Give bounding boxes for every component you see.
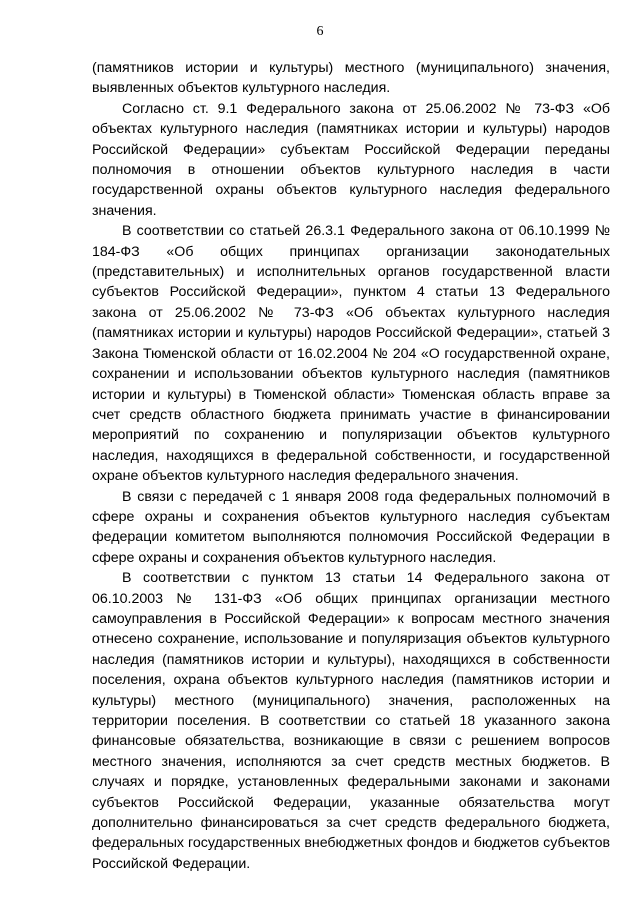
body-paragraph: Согласно ст. 9.1 Федерального закона от 25.06.2002 № 73-ФЗ «Об объектах культурного наследия (памятниках истории и культуры) народов Российской Федерации» субъектам Российской Федерации переданы полномочия в отношении объектов культурного наследия в части государственной охраны объектов культурного наследия федерального значения. [92,100,610,219]
page-number: 6 [316,24,324,39]
body-paragraph: (памятников истории и культуры) местного (муниципального) значения, выявленных объектов культурного наследия. [92,60,610,97]
body-paragraph: В соответствии с пунктом 13 статьи 14 Федерального закона от 06.10.2003 № 131-ФЗ «Об общих принципах организации местного самоуправления в Российской Федерации» к вопросам местного значения отнесено сохранение, использование и популяризация объектов культурного наследия (памятников истории и культуры), находящихся в собственности поселения, охрана объектов культурного наследия (памятников истории и культуры) местного (муниципального) значения, расположенных на территории поселения. В соответствии со статьей 18 указанного закона финансовые обязательства, возникающие в связи с решением вопросов местного значения, исполняются за счет средств местных бюджетов. В случаях и порядке, установленных федеральными законами и законами субъектов Российской Федерации, указанные обязательства могут дополнительно финансироваться за счет средств федерального бюджета, федеральных государственных внебюджетных фондов и бюджетов субъектов Российской Федерации. [92,570,610,872]
body-paragraph: В соответствии со статьей 26.3.1 Федерального закона от 06.10.1999 № 184-ФЗ «Об общих принципах организации законодательных (представительных) и исполнительных органов государственной власти субъектов Российской Федерации», пунктом 4 статьи 13 Федерального закона от 25.06.2002 № 73-ФЗ «Об объектах культурного наследия (памятниках истории и культуры) народов Российской Федерации», статьей 3 Закона Тюменской области от 16.02.2004 № 204 «О государственной охране, сохранении и использовании объектов культурного наследия (памятников истории и культуры) в Тюменской области» Тюменская область вправе за счет средств областного бюджета принимать участие в финансировании мероприятий по сохранению и популяризации объектов культурного наследия, находящихся в федеральной собственности, и государственной охране объектов культурного наследия федерального значения. [92,223,610,485]
document-body [92,58,610,874]
body-paragraph: В связи с передачей с 1 января 2008 года федеральных полномочий в сфере охраны и сохранения объектов культурного наследия субъектам федерации комитетом выполняются полномочия Российской Федерации в сфере охраны и сохранения объектов культурного наследия. [92,488,610,566]
